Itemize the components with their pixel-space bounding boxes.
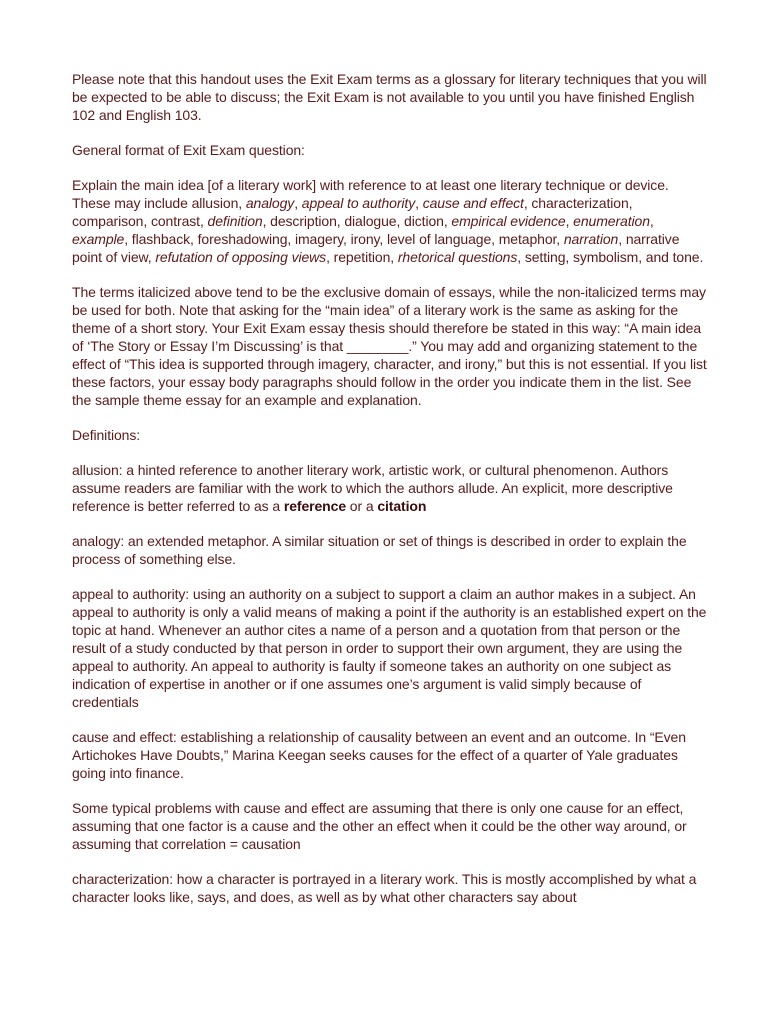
- term-example: example: [72, 231, 125, 247]
- text-run: , repetition,: [326, 249, 398, 265]
- exam-question-paragraph: [72, 176, 708, 266]
- text-run: ,: [294, 195, 302, 211]
- text-run: ,: [565, 213, 574, 229]
- terms-paragraph: The terms italicized above tend to be the exclusive domain of essays, while the non-italicized terms may be used for both. Note that asking for the “main idea” of a literary work is the same as asking for the theme of a short story. Your Exit Exam essay thesis should therefore be stated in this way: “A main idea of ‘The Story or Essay I’m Discussing’ is that ________.” You may add and organizing statement to the effect of “This idea is supported through imagery, character, and irony,” but this is not essential. If you list these factors, your essay body paragraphs should follow in the order you indicate them in the list. See the sample theme essay for an example and explanation.: [72, 284, 707, 408]
- term-refutation: refutation of opposing views: [155, 249, 327, 265]
- definition-allusion: [72, 461, 708, 515]
- text-run: , narrative point of view,: [72, 231, 680, 265]
- text-run: , flashback, foreshadowing, imagery, irony, level of language, metaphor,: [124, 231, 564, 247]
- term-empirical-evidence: empirical evidence: [451, 213, 566, 229]
- term-narration: narration: [563, 231, 619, 247]
- text-run: , setting, symbolism, and tone.: [517, 249, 704, 265]
- definition-analogy: analogy: an extended metaphor. A similar situation or set of things is described in order to explain the process of something else.: [72, 533, 687, 567]
- text-run: or a: [346, 498, 378, 514]
- text-run: allusion: a hinted reference to another literary work, artistic work, or cultural phenomenon. Authors assume readers are familiar with the work to which the authors allude. An explicit, more descriptive reference is better referred to as a: [72, 462, 673, 514]
- definition-appeal-to-authority: appeal to authority: using an authority on a subject to support a claim an author makes in a subject. An appeal to authority is only a valid means of making a point if the authority is an established expert on the topic at hand. Whenever an author cites a name of a person and a quotation from that person or the result of a study conducted by that person in order to support their own argument, they are using the appeal to authority. An appeal to authority is faulty if someone takes an authority on one subject as indication of expertise in another or if one assumes one’s argument is valid simply because of credentials: [72, 586, 707, 710]
- term-analogy: analogy: [245, 195, 295, 211]
- term-enumeration: enumeration: [573, 213, 650, 229]
- text-run: ,: [649, 213, 654, 229]
- definitions-heading: Definitions:: [72, 427, 141, 443]
- definition-cause-and-effect: cause and effect: establishing a relationship of causality between an event and an outcome. In “Even Artichokes Have Doubts,” Marina Keegan seeks causes for the effect of a quarter of Yale graduates going into finance.: [72, 729, 686, 781]
- term-rhetorical-questions: rhetorical questions: [397, 249, 518, 265]
- term-cause-and-effect: cause and effect: [422, 195, 524, 211]
- bold-reference: reference: [283, 498, 347, 514]
- term-appeal-to-authority: appeal to authority: [301, 195, 416, 211]
- text-run: Explain the main idea [of a literary work] with reference to at least one literary technique or device. These may include allusion,: [72, 177, 669, 211]
- cause-effect-problems: Some typical problems with cause and effect are assuming that there is only one cause for an effect, assuming that one factor is a cause and the other an effect when it could be the other way around, or assuming that correlation = causation: [72, 800, 687, 852]
- text-run: , description, dialogue, diction,: [262, 213, 452, 229]
- format-heading: General format of Exit Exam question:: [72, 142, 305, 158]
- term-definition: definition: [207, 213, 263, 229]
- definition-characterization: characterization: how a character is portrayed in a literary work. This is mostly accomplished by what a character looks like, says, and does, as well as by what other characters say about: [72, 871, 697, 905]
- bold-citation: citation: [377, 498, 427, 514]
- intro-paragraph: Please note that this handout uses the Exit Exam terms as a glossary for literary techniques that you will be expected to be able to discuss; the Exit Exam is not available to you until you have finished English 102 and English 103.: [72, 71, 707, 123]
- text-run: , characterization, comparison, contrast,: [72, 195, 633, 229]
- text-run: ,: [415, 195, 423, 211]
